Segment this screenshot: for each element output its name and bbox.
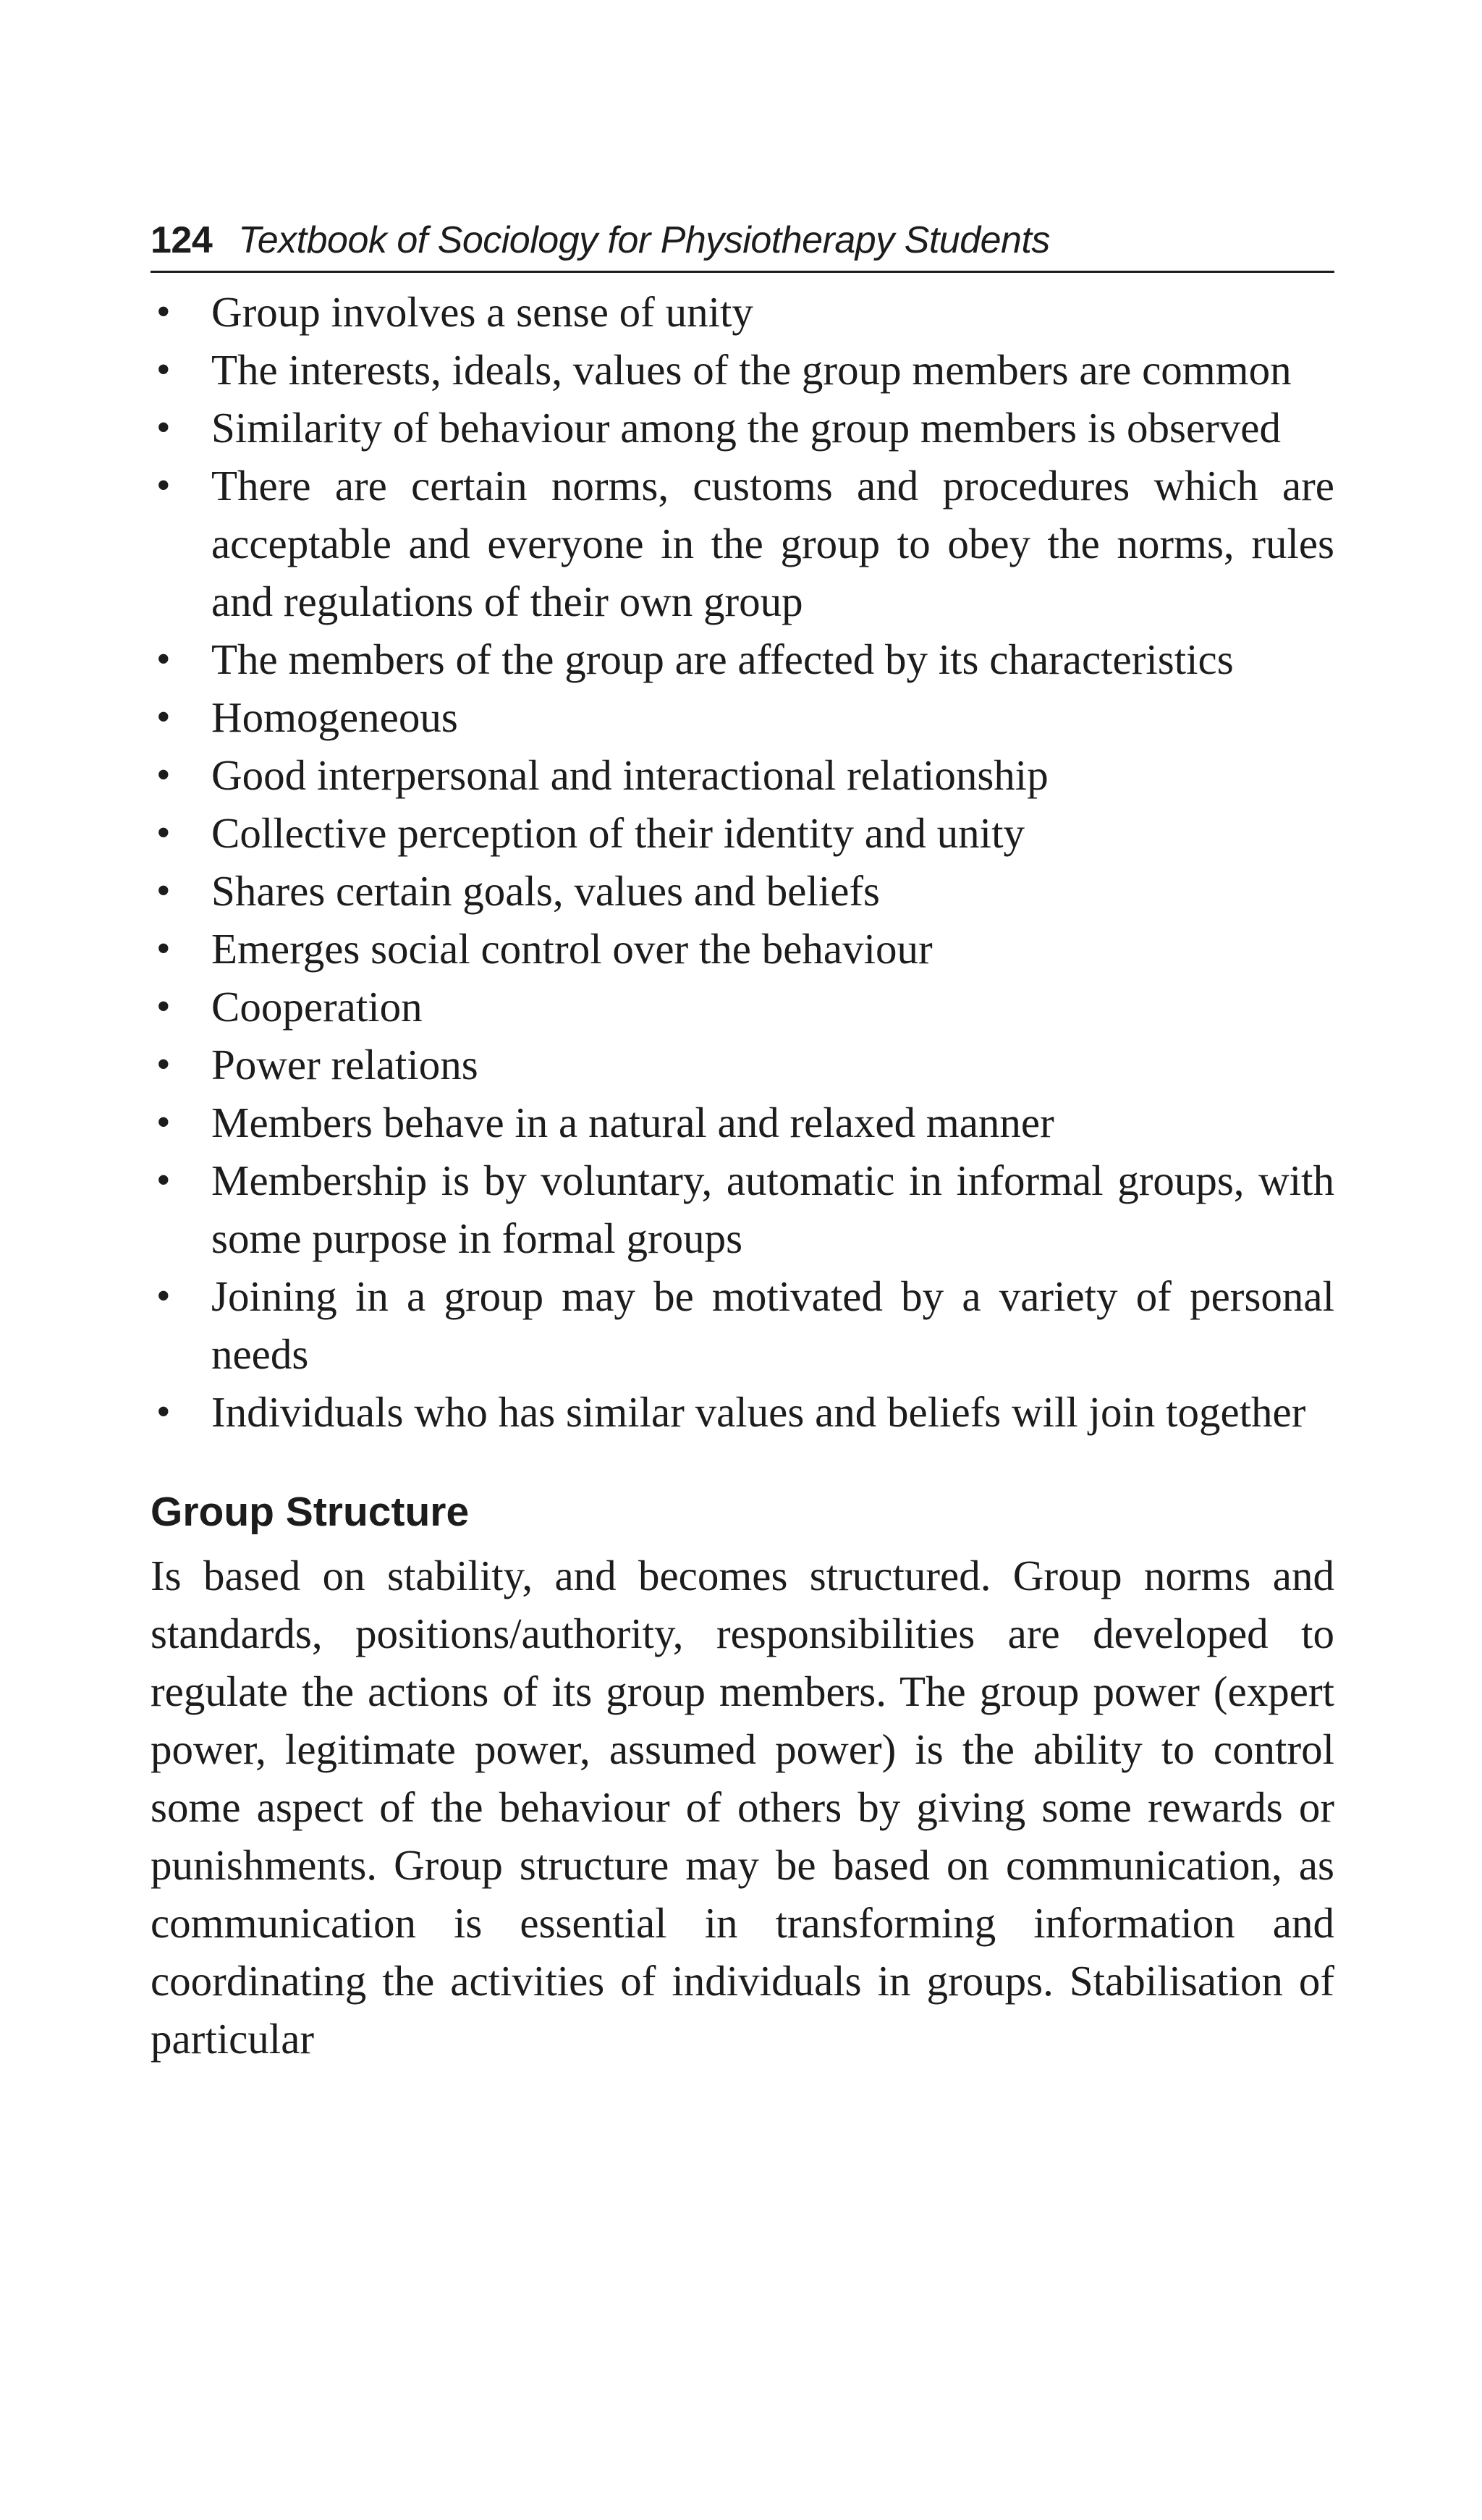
list-item-text: Good interpersonal and interactional relationship [211, 751, 1049, 799]
list-item-text: Group involves a sense of unity [211, 288, 753, 336]
list-item [151, 1151, 1334, 1267]
bullet-icon: • [156, 1274, 171, 1319]
book-page [151, 217, 1334, 2068]
list-item-text: Cooperation [211, 983, 423, 1031]
list-item [151, 978, 1334, 1036]
list-item-text: Shares certain goals, values and beliefs [211, 867, 881, 915]
book-title: Textbook of Sociology for Physiotherapy Students [238, 219, 1050, 261]
bullet-icon: • [156, 811, 171, 855]
list-item [151, 1094, 1334, 1151]
list-item [151, 630, 1334, 688]
bullet-icon: • [156, 347, 171, 392]
bullet-icon: • [156, 405, 171, 450]
list-item [151, 1383, 1334, 1441]
bullet-icon: • [156, 1390, 171, 1434]
list-item [151, 1036, 1334, 1094]
list-item-text: Collective perception of their identity and unity [211, 809, 1025, 857]
list-item [151, 457, 1334, 630]
list-item-text: Membership is by voluntary, automatic in informal groups, with some purpose in formal groups [211, 1157, 1334, 1262]
list-item-text: The interests, ideals, values of the group members are common [211, 346, 1292, 394]
bullet-icon: • [156, 695, 171, 740]
list-item [151, 920, 1334, 978]
list-item-text: Power relations [211, 1041, 478, 1088]
list-item-text: Similarity of behaviour among the group members is observed [211, 404, 1281, 452]
page-number: 124 [151, 219, 213, 261]
list-item [151, 746, 1334, 804]
list-item [151, 862, 1334, 920]
list-item [151, 399, 1334, 457]
bullet-icon: • [156, 984, 171, 1029]
list-item-text: Joining in a group may be motivated by a variety of personal needs [211, 1272, 1334, 1378]
list-item [151, 1267, 1334, 1383]
list-item [151, 688, 1334, 746]
bullet-icon: • [156, 926, 171, 971]
bullet-icon: • [156, 289, 171, 334]
bullet-icon: • [156, 463, 171, 508]
list-item-text: Emerges social control over the behaviour [211, 925, 933, 973]
bullet-icon: • [156, 1100, 171, 1145]
bullet-icon: • [156, 868, 171, 913]
section-paragraph: Is based on stability, and becomes structured. Group norms and standards, positions/authority, responsibilities are developed to regulate the actions of its group members. The group power (expert power, legitimate power, assumed power) is the ability to control some aspect of the behaviour of others by giving some rewards or punishments. Group structure may be based on communication, as communication is essential in transforming information and coordinating the activities of individuals in groups. Stabilisation of particular [151, 1552, 1334, 2063]
list-item-text: There are certain norms, customs and procedures which are acceptable and everyone in the group to obey the norms, rules and regulations of their own group [211, 462, 1334, 625]
bullet-icon: • [156, 1158, 171, 1203]
section-heading: Group Structure [151, 1489, 470, 1535]
running-header [151, 217, 1334, 273]
bullet-icon: • [156, 753, 171, 798]
list-item-text: Homogeneous [211, 693, 458, 741]
list-item-text: The members of the group are affected by its characteristics [211, 635, 1234, 683]
list-item [151, 283, 1334, 341]
list-item [151, 804, 1334, 862]
characteristics-list [151, 283, 1334, 1441]
list-item-text: Members behave in a natural and relaxed manner [211, 1099, 1054, 1146]
list-item-text: Individuals who has similar values and beliefs will join together [211, 1388, 1306, 1436]
bullet-icon: • [156, 1042, 171, 1087]
bullet-icon: • [156, 637, 171, 682]
list-item [151, 341, 1334, 399]
